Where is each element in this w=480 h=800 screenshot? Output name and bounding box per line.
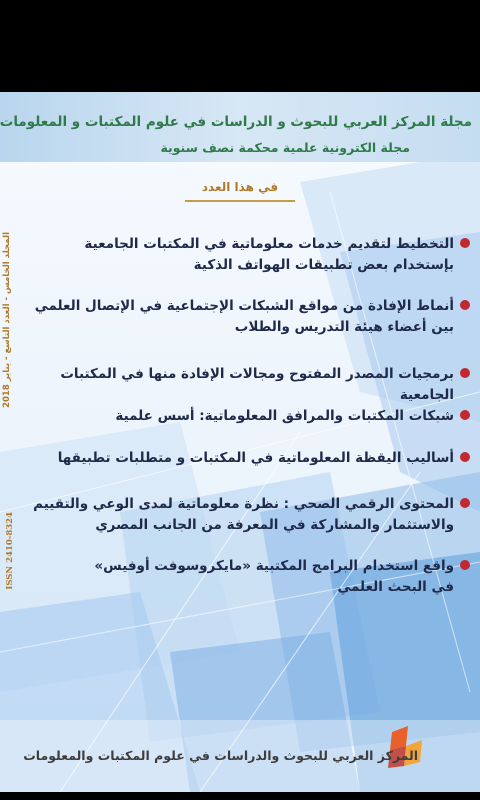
toc-item-line1: واقع استخدام البرامج المكتبية «مايكروسوفت أوفيس»	[94, 558, 454, 574]
issn-text: ISSN 2410-8324	[5, 512, 15, 590]
toc-item-line1: التخطيط لتقديم خدمات معلوماتية في المكتبات الجامعية	[84, 236, 454, 252]
toc-item	[26, 448, 474, 469]
volume-issue-text: المجلد الخامس - العدد التاسع - يناير 2018	[2, 232, 12, 408]
bullet-icon	[460, 560, 470, 570]
toc-item	[26, 494, 474, 536]
toc-item	[26, 364, 474, 406]
journal-title: مجلة المركز العربي للبحوث و الدراسات في علوم المكتبات و المعلومات	[0, 114, 472, 130]
journal-subtitle: مجلة الكترونية علمية محكمة نصف سنوية	[160, 140, 410, 155]
bullet-icon	[460, 410, 470, 420]
toc-item-line1: المحتوى الرقمي الصحي : نظرة معلوماتية لمدى الوعي والتقييم	[33, 496, 454, 512]
toc-item-line2: في البحث العلمي	[337, 579, 454, 595]
toc-item	[26, 556, 474, 598]
cover-decoration	[0, 92, 480, 792]
issn-spine	[5, 512, 19, 632]
toc-item	[26, 296, 474, 338]
toc-item-line2: بإستخدام بعض تطبيقات الهواتف الذكية	[193, 257, 454, 273]
toc-item-line2: بين أعضاء هيئة التدريس والطلاب	[234, 319, 454, 335]
toc-item-line2: والاستثمار والمشاركة في المعرفة من الجانب المصري	[95, 517, 454, 533]
toc-item	[26, 406, 474, 427]
journal-cover	[0, 92, 480, 792]
bullet-icon	[460, 498, 470, 508]
bullet-icon	[460, 368, 470, 378]
bullet-icon	[460, 300, 470, 310]
bullet-icon	[460, 452, 470, 462]
publisher-name: المركز العربي للبحوث والدراسات في علوم المكتبات والمعلومات	[23, 748, 418, 763]
section-label: في هذا العدد	[201, 180, 279, 194]
section-divider	[185, 200, 295, 202]
toc-item-line1: أنماط الإفادة من مواقع الشبكات الإجتماعية في الإتصال العلمي	[34, 298, 454, 314]
bullet-icon	[460, 238, 470, 248]
toc-item-line1: أساليب اليقظة المعلوماتية في المكتبات و متطلبات تطبيقها	[57, 450, 454, 466]
toc-item	[26, 234, 474, 276]
toc-item-line1: شبكات المكتبات والمرافق المعلوماتية: أسس علمية	[115, 408, 454, 424]
toc-item-line1: برمجيات المصدر المفتوح ومجالات الإفادة منها في المكتبات الجامعية	[60, 366, 454, 403]
